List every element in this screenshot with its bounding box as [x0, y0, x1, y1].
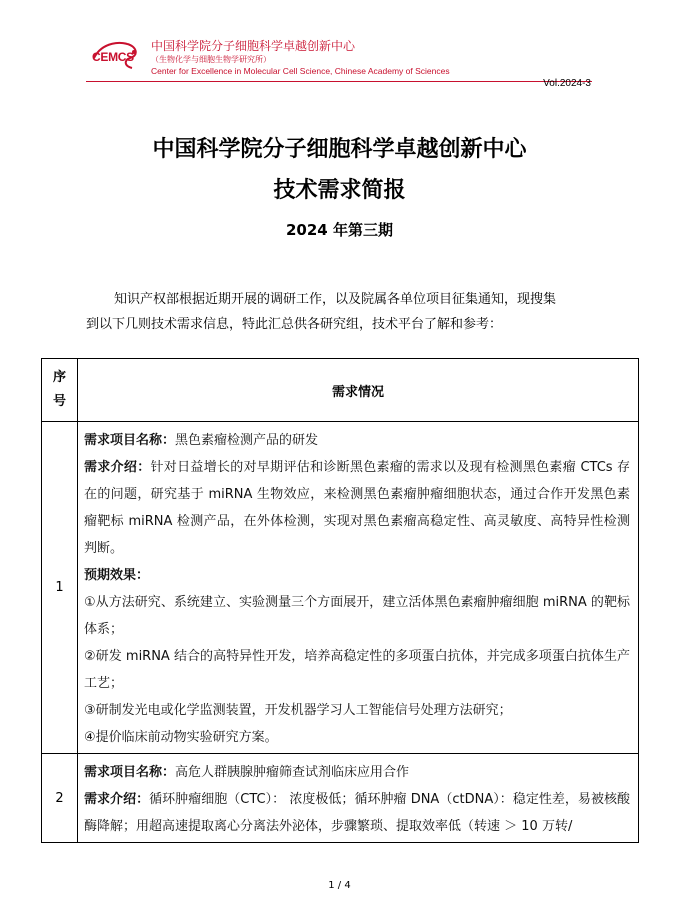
document-title: 中国科学院分子细胞科学卓越创新中心 [152, 137, 527, 162]
logo-text: CEMCS [92, 50, 134, 64]
issue-label: 2024 年第三期 [286, 221, 393, 239]
intro-line-2: 到以下几则技术需求信息，特此汇总供各研究组，技术平台了解和参考： [86, 317, 503, 332]
expected-effect-item: ①从方法研究、系统建立、实验测量三个方面展开，建立活体黑色素瘤肿瘤细胞 miRNA 的靶标体系； [84, 595, 630, 637]
expected-effect-item: ③研制发光电或化学监测装置，开发机器学习人工智能信号处理方法研究； [84, 703, 512, 718]
org-subtitle: （生物化学与细胞生物学研究所） [151, 55, 271, 64]
document-subtitle: 技术需求简报 [273, 178, 406, 203]
table-header-row [42, 359, 639, 422]
project-name: 高危人群胰腺肿瘤筛查试剂临床应用合作 [175, 765, 410, 780]
header-number [42, 359, 78, 422]
project-intro: 针对日益增长的对早期评估和诊断黑色素瘤的需求以及现有检测黑色素瘤 CTCs 存在的问题，研究基于 miRNA 生物效应，来检测黑色素瘤肿瘤细胞状态，通过合作开发黑色素瘤靶标 miRNA 检测产品，在外体检测，实现对黑色素瘤高稳定性、高灵敏度、高特异性检测判断。 [84, 460, 630, 556]
header-situation: 需求情况 [78, 359, 639, 422]
row-content [78, 754, 639, 843]
project-name: 黑色素瘤检测产品的研发 [175, 433, 319, 448]
header-number-char-1: 序 [52, 370, 66, 385]
header-number-char-2: 号 [52, 394, 66, 409]
row-number: 2 [42, 754, 78, 843]
table-row [42, 754, 639, 843]
project-name-label: 需求项目名称： [84, 765, 176, 780]
expected-effect-item: ④提价临床前动物实验研究方案。 [84, 730, 278, 745]
intro-line-1: 知识产权部根据近期开展的调研工作，以及院属各单位项目征集通知，现搜集 [114, 292, 557, 307]
expected-effect-label: 预期效果： [84, 568, 150, 583]
project-name-label: 需求项目名称： [84, 433, 176, 448]
org-name-en: Center for Excellence in Molecular Cell Science, Chinese Academy of Sciences [151, 66, 450, 76]
page-number: 1 / 4 [328, 880, 351, 891]
org-name-cn: 中国科学院分子细胞科学卓越创新中心 [151, 39, 356, 53]
project-intro-label: 需求介绍： [84, 460, 151, 475]
expected-effect-item: ②研发 miRNA 结合的高特异性开发，培养高稳定性的多项蛋白抗体，并完成多项蛋白抗体生产工艺； [84, 649, 630, 691]
header-rule [86, 81, 592, 82]
volume-label: Vol.2024-3 [543, 78, 591, 89]
project-intro: 循环肿瘤细胞（CTC）： 浓度极低；循环肿瘤 DNA（ctDNA）：稳定性差，易被核酸酶降解；用超高速提取离心分离法外泌体，步骤繁琐、提取效率低（转速 ＞ 10 万转/ [84, 792, 630, 834]
table-row [42, 422, 639, 754]
project-intro-label: 需求介绍： [84, 792, 150, 807]
requirements-table [41, 358, 639, 843]
row-number: 1 [42, 422, 78, 754]
row-content [78, 422, 639, 754]
